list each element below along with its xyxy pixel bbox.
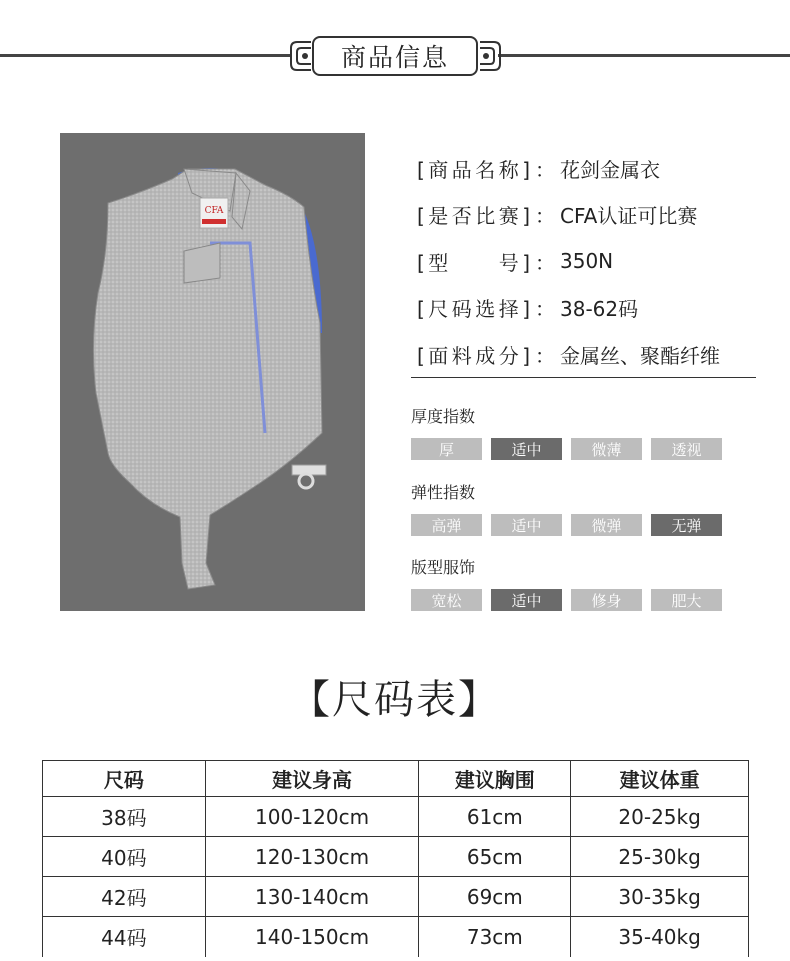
info-key: [尺码选择] (417, 297, 530, 322)
table-cell: 30-35kg (571, 877, 749, 917)
table-header: 建议胸围 (419, 761, 571, 797)
table-header: 建议身高 (205, 761, 419, 797)
info-value: 金属丝、聚酯纤维 (560, 343, 720, 368)
table-cell: 130-140cm (205, 877, 419, 917)
banner-title: 商品信息 (312, 36, 478, 76)
product-image (60, 133, 365, 611)
info-row-name (417, 145, 757, 192)
index-chip: 透视 (651, 438, 722, 460)
table-cell: 120-130cm (205, 837, 419, 877)
index-chip: 微弹 (571, 514, 642, 536)
banner-ornament-right-icon (478, 38, 504, 74)
index-chip: 宽松 (411, 589, 482, 611)
table-cell: 69cm (419, 877, 571, 917)
table-cell: 40码 (43, 837, 206, 877)
brand-logo: CFA (204, 206, 224, 216)
info-value: CFA认证可比赛 (560, 204, 698, 229)
info-key: [型 号] (417, 250, 530, 275)
table-cell: 25-30kg (571, 837, 749, 877)
index-chip: 厚 (411, 438, 482, 460)
table-header: 建议体重 (571, 761, 749, 797)
table-cell: 100-120cm (205, 797, 419, 837)
thickness-index (411, 404, 731, 460)
info-colon: ： (535, 157, 555, 182)
fencing-vest-illustration (60, 133, 365, 611)
section-banner (0, 30, 790, 80)
table-cell: 20-25kg (571, 797, 749, 837)
banner-line-left (0, 54, 290, 57)
table-cell: 44码 (43, 917, 206, 957)
info-row-sizes (417, 285, 757, 332)
index-chip: 修身 (571, 589, 642, 611)
table-cell: 140-150cm (205, 917, 419, 957)
index-chip-selected: 适中 (491, 438, 562, 460)
index-chip-selected: 无弹 (651, 514, 722, 536)
table-row (43, 797, 749, 837)
table-cell: 35-40kg (571, 917, 749, 957)
table-cell: 73cm (419, 917, 571, 957)
info-value: 350N (560, 249, 614, 274)
info-value: 花剑金属衣 (560, 157, 660, 182)
table-row (43, 917, 749, 957)
index-title: 厚度指数 (411, 407, 476, 426)
table-cell: 61cm (419, 797, 571, 837)
info-row-competition (417, 192, 757, 239)
info-key: [是否比赛] (417, 204, 530, 229)
info-key: [商品名称] (417, 157, 530, 182)
info-divider (411, 377, 756, 378)
table-cell: 65cm (419, 837, 571, 877)
info-value: 38-62码 (560, 297, 639, 322)
info-row-material (417, 331, 757, 378)
table-header: 尺码 (43, 761, 206, 797)
product-info-list (417, 145, 757, 378)
index-chip: 适中 (491, 514, 562, 536)
table-row (43, 837, 749, 877)
index-title: 版型服饰 (411, 558, 476, 577)
table-cell: 42码 (43, 877, 206, 917)
banner-ornament-left-icon (287, 38, 313, 74)
index-title: 弹性指数 (411, 483, 476, 502)
table-cell: 38码 (43, 797, 206, 837)
fit-index (411, 555, 731, 611)
banner-line-right (498, 54, 790, 57)
info-row-model (417, 238, 757, 285)
elasticity-index (411, 480, 731, 536)
index-chip: 肥大 (651, 589, 722, 611)
index-chip: 高弹 (411, 514, 482, 536)
table-row (43, 877, 749, 917)
size-table-heading: 【尺码表】 (290, 677, 500, 723)
size-table (42, 760, 749, 957)
info-colon: ： (535, 204, 555, 229)
index-chip: 微薄 (571, 438, 642, 460)
info-colon: ： (535, 297, 555, 322)
table-header-row (43, 761, 749, 797)
info-colon: ： (535, 250, 555, 275)
info-key: [面料成分] (417, 343, 530, 368)
info-colon: ： (535, 343, 555, 368)
index-chip-selected: 适中 (491, 589, 562, 611)
